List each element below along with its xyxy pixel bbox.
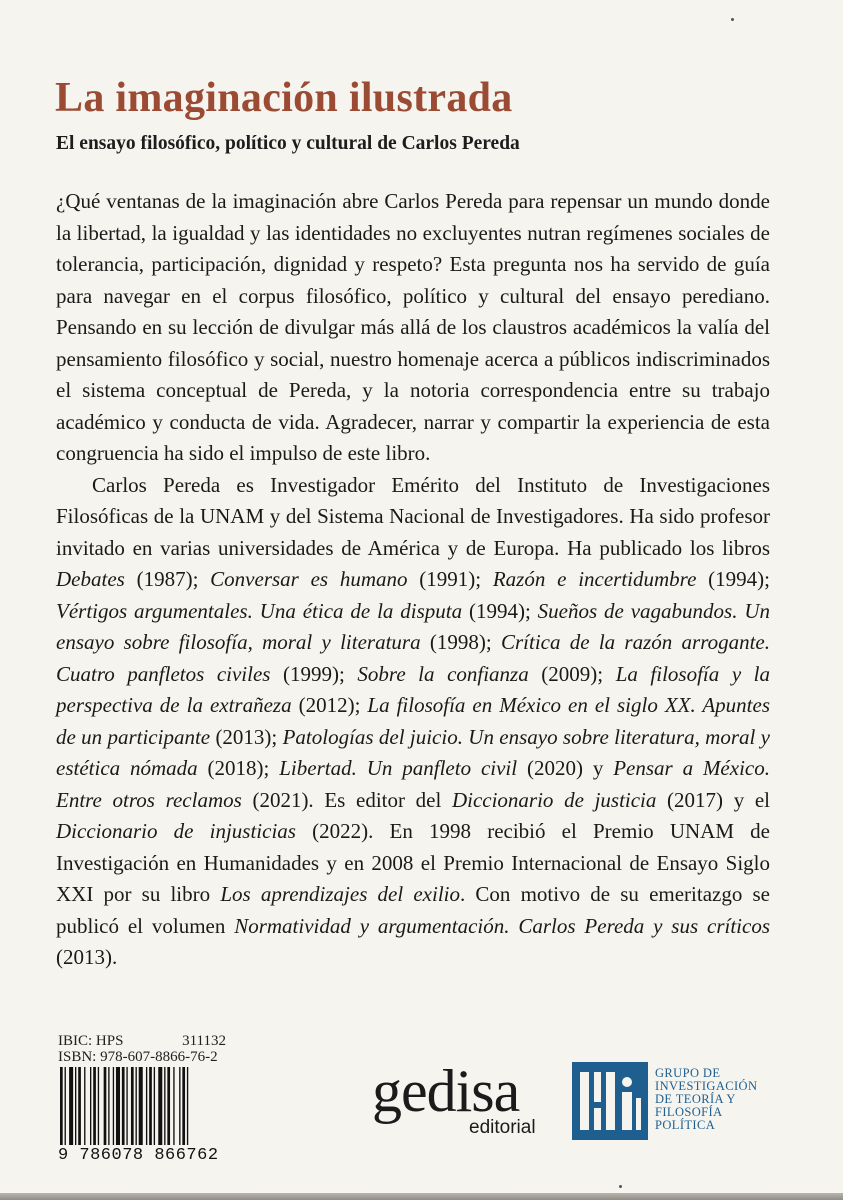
publisher-name: gedisa bbox=[372, 1058, 520, 1124]
blurb-paragraph-2 bbox=[56, 470, 770, 974]
book-reference: Los aprendizajes del exilio bbox=[220, 882, 460, 906]
text-run: (1994); bbox=[462, 598, 538, 623]
text-run: (2013); bbox=[210, 724, 283, 749]
text-run: . Con motivo de su emeritazgo se publicó el volumen bbox=[56, 882, 770, 938]
book-reference: Razón e incertidumbre bbox=[492, 567, 697, 591]
barcode-icon bbox=[58, 1067, 226, 1145]
research-group-icon bbox=[572, 1062, 648, 1140]
text-run: (2012); bbox=[291, 693, 368, 717]
scan-edge bbox=[0, 1193, 843, 1200]
text-run: (2017) y el bbox=[656, 787, 771, 812]
text-run: (2009); bbox=[528, 661, 616, 686]
book-reference: Pensar a México. Entre otros reclamos bbox=[56, 756, 770, 812]
scan-speck bbox=[731, 18, 734, 21]
text-run: (2013). bbox=[56, 945, 118, 969]
publisher-logo bbox=[372, 1058, 552, 1143]
barcode-block bbox=[58, 1033, 226, 1165]
book-reference: Sueños de vagabundos. Un ensayo sobre filosofía, moral y literatura bbox=[56, 598, 770, 654]
text-run: (2022). En 1998 recibió el Premio UNAM de Investigación en Humanidades y en 2008 el Premio Internacional de Ensayo Siglo XXI por su libro bbox=[56, 819, 770, 906]
text-run: (2018); bbox=[197, 756, 280, 780]
text-run: (1994); bbox=[696, 567, 770, 591]
book-reference: La filosofía en México en el siglo XX. Apuntes de un participante bbox=[56, 693, 771, 749]
text-run: (2020) y bbox=[517, 756, 614, 780]
book-reference: Vértigos argumentales. Una ética de la disputa bbox=[56, 598, 463, 623]
book-reference: Diccionario de justicia bbox=[451, 787, 657, 812]
blurb bbox=[56, 186, 770, 974]
group-line: POLÍTICA bbox=[655, 1118, 716, 1132]
book-reference: La filosofía y la perspectiva de la extrañeza bbox=[56, 661, 771, 717]
group-line: FILOSOFÍA bbox=[655, 1105, 723, 1119]
ibic-code: IBIC: HPS bbox=[58, 1033, 124, 1049]
ibic-row bbox=[58, 1033, 226, 1049]
scan-speck bbox=[619, 1185, 622, 1188]
book-reference: Libertad. Un panfleto civil bbox=[279, 756, 518, 780]
text-run: (2021). Es editor del bbox=[241, 787, 452, 812]
book-reference: Patologías del juicio. Un ensayo sobre literatura, moral y estética nómada bbox=[56, 724, 770, 780]
text-run: (1999); bbox=[270, 661, 358, 686]
group-line: DE TEORÍA Y bbox=[655, 1092, 736, 1106]
text-run: (1987); bbox=[124, 567, 211, 591]
isbn: ISBN: 978-607-8866-76-2 bbox=[58, 1049, 218, 1065]
catalog-number: 311132 bbox=[182, 1033, 226, 1049]
book-reference: Normatividad y argumentación. Carlos Pereda y sus críticos bbox=[234, 913, 770, 938]
book-subtitle: El ensayo filosófico, político y cultural de Carlos Pereda bbox=[56, 133, 520, 154]
book-reference: Crítica de la razón arrogante. Cuatro panfletos civiles bbox=[56, 630, 770, 686]
text-run: Carlos Pereda es Investigador Emérito del Instituto de Investigaciones Filosóficas de la UNAM y del Sistema Nacional de Investigadores. Ha sido profesor invitado en varias universidades de América y de Europa. Ha publicado los libros bbox=[56, 472, 770, 560]
research-group-name bbox=[655, 1067, 795, 1132]
book-title: La imaginación ilustrada bbox=[55, 75, 513, 121]
blurb-paragraph-1: ¿Qué ventanas de la imaginación abre Carlos Pereda para repensar un mundo donde la libertad, la igualdad y las identidades no excluyentes nutran regímenes sociales de tolerancia, participación, dignidad y respeto? Esta pregunta nos ha servido de guía para navegar en el corpus filosófico, político y cultural del ensayo perediano. Pensando en su lección de divulgar más allá de los claustros académicos la valía del pensamiento filosófico y social, nuestro homenaje acerca a públicos indiscriminados el sistema conceptual de Pereda, y la notoria correspondencia entre su trabajo académico y conducta de vida. Agradecer, narrar y compartir la experiencia de esta congruencia ha sido el impulso de este libro. bbox=[56, 189, 770, 465]
group-line: GRUPO DE bbox=[655, 1066, 721, 1080]
group-line: INVESTIGACIÓN bbox=[655, 1079, 758, 1093]
text-run: (1991); bbox=[407, 567, 493, 591]
text-run: (1998); bbox=[420, 630, 501, 654]
barcode-digits: 9 786078 866762 bbox=[58, 1146, 219, 1165]
book-reference: Diccionario de injusticias bbox=[56, 819, 296, 843]
book-reference: Sobre la confianza bbox=[357, 661, 529, 686]
book-reference: Debates bbox=[56, 567, 125, 591]
publisher-subtitle: editorial bbox=[469, 1117, 536, 1138]
book-reference: Conversar es humano bbox=[210, 567, 408, 591]
